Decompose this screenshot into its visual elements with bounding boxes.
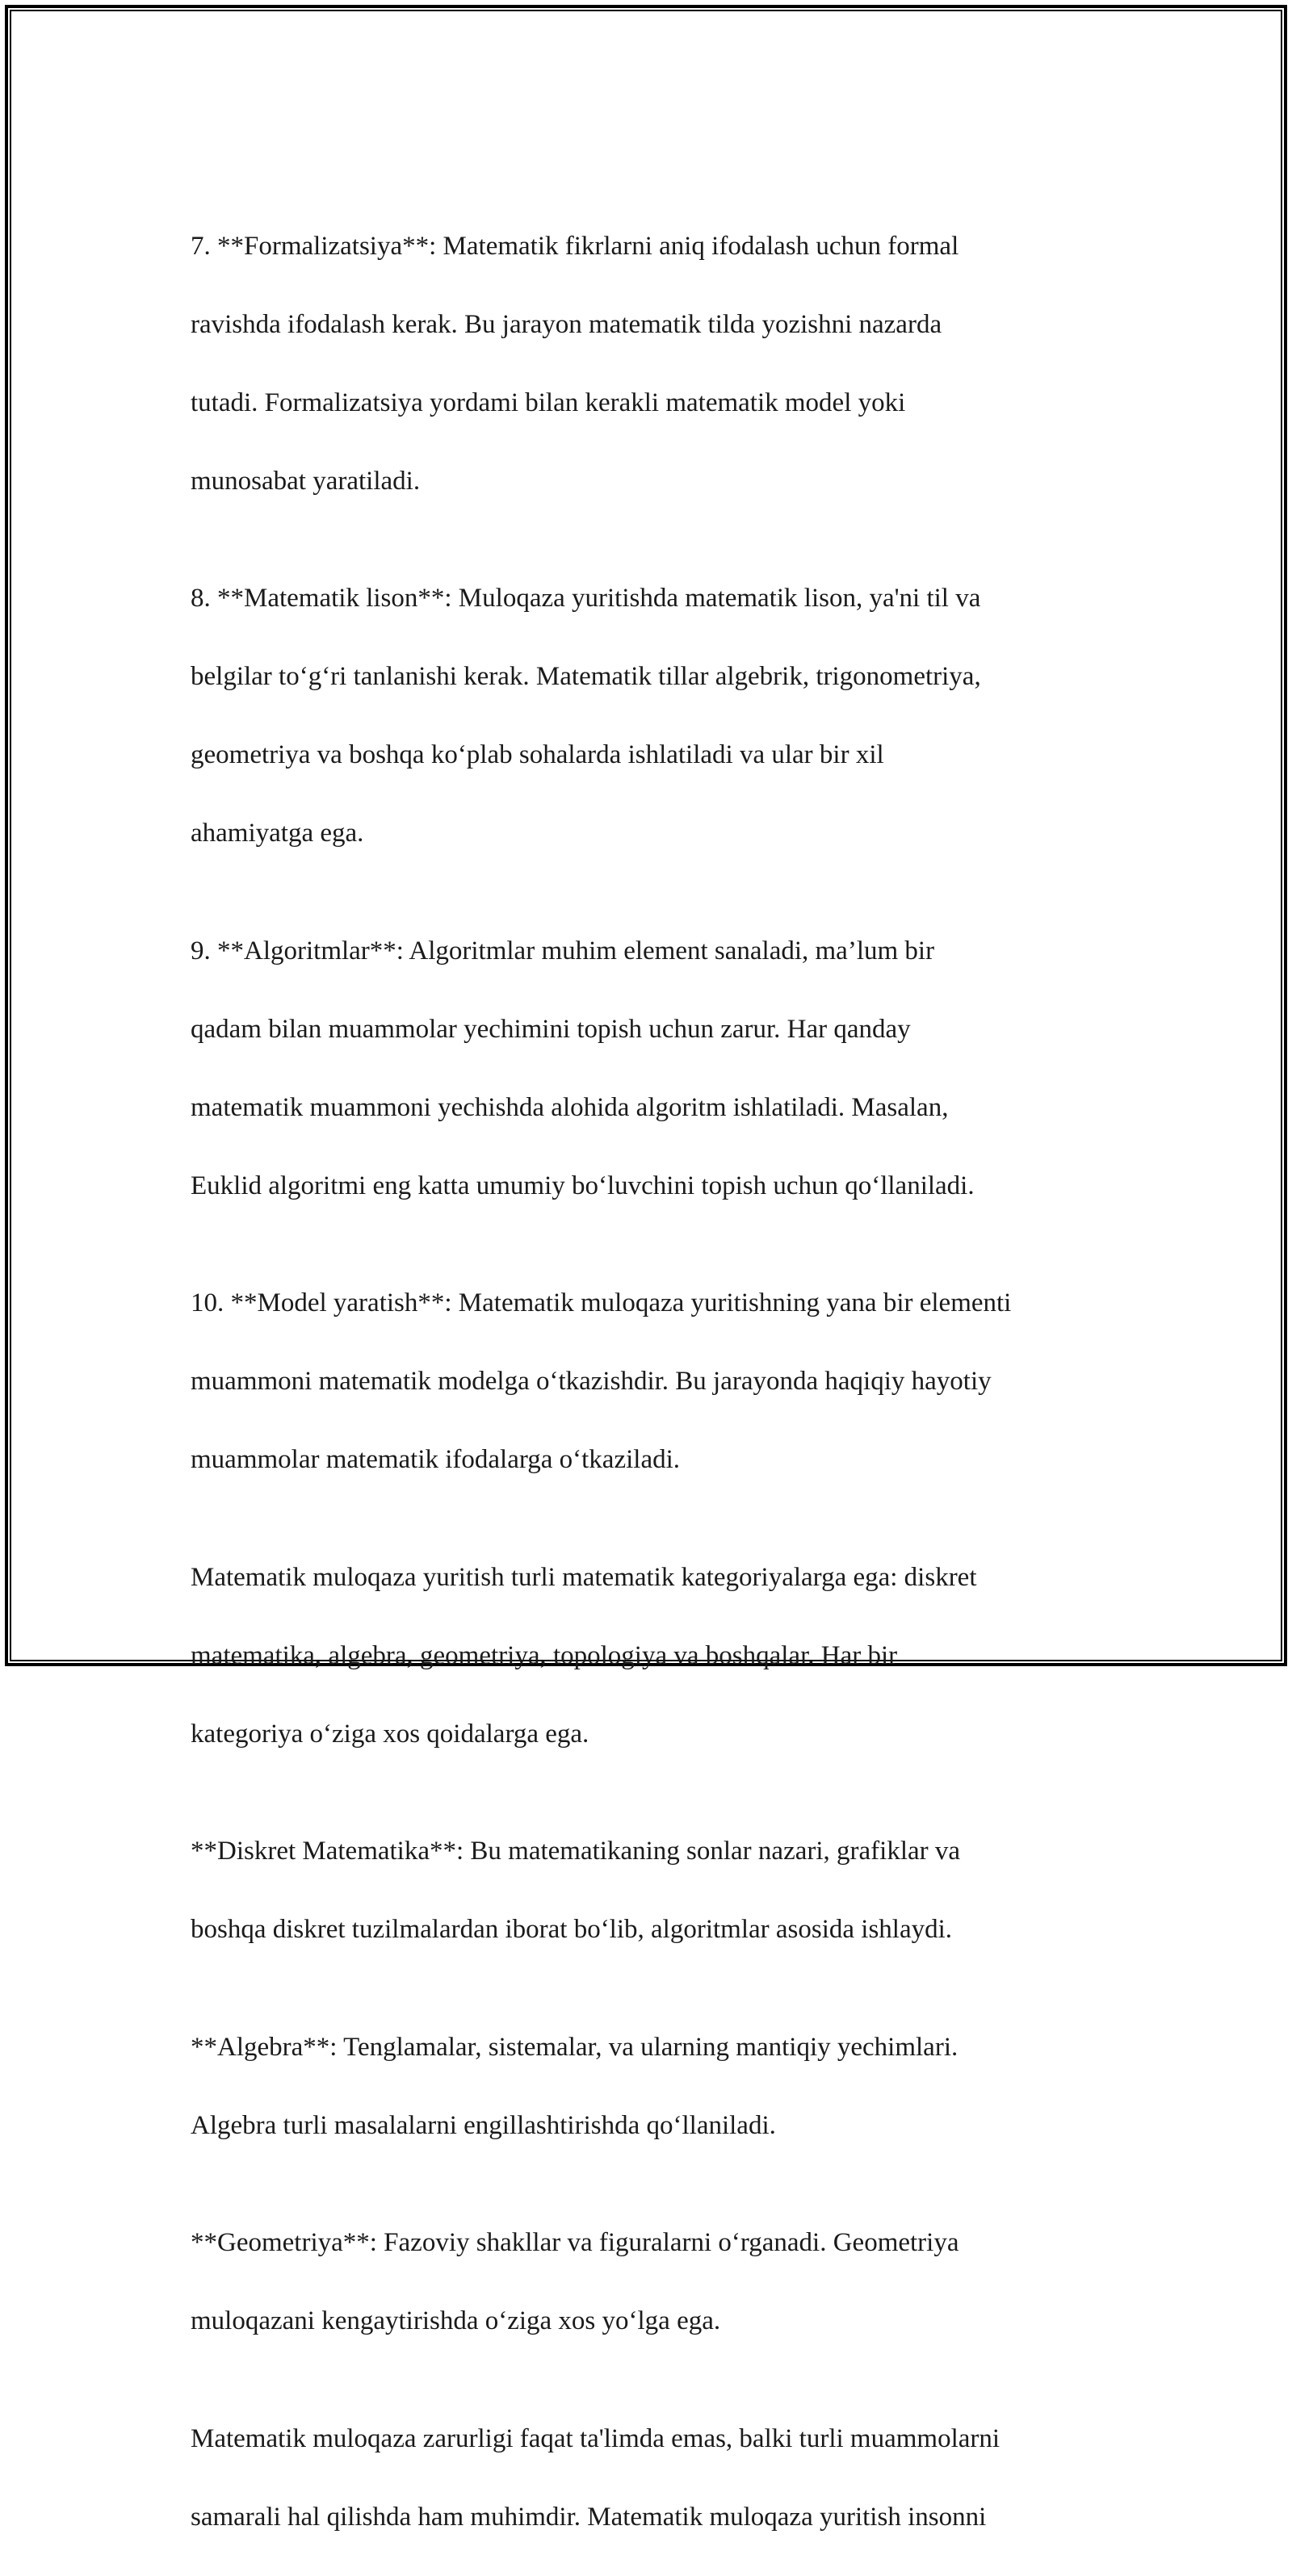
text-line: 8. **Matematik lison**: Muloqaza yuritishda matematik lison, ya'ni til va (191, 584, 981, 613)
text-line: tutadi. Formalizatsiya yordami bilan kerakli matematik model yoki (191, 387, 906, 417)
paragraph-model-yaratish (191, 1245, 1127, 1480)
paragraph-formalizatsiya (191, 187, 1127, 501)
paragraph-diskret-matematika (191, 1793, 1127, 1950)
text-line: matematika, algebra, geometriya, topologiya va boshqalar. Har bir (191, 1640, 898, 1670)
document-body (191, 187, 1127, 2576)
text-line: muammoni matematik modelga o‘tkazishdir. Bu jarayonda haqiqiy hayotiy (191, 1367, 992, 1396)
text-line: matematik muammoni yechishda alohida algoritm ishlatiladi. Masalan, (191, 1092, 949, 1122)
paragraph-geometriya (191, 2184, 1127, 2341)
paragraph-algebra (191, 1988, 1127, 2145)
text-line: ahamiyatga ega. (191, 819, 364, 848)
text-line: **Algebra**: Tenglamalar, sistemalar, va ularning mantiqiy yechimlari. (191, 2032, 959, 2062)
text-line: 10. **Model yaratish**: Matematik muloqaza yuritishning yana bir elementi (191, 1288, 1012, 1317)
text-line: 7. **Formalizatsiya**: Matematik fikrlarni aniq ifodalash uchun formal (191, 231, 959, 261)
paragraph-matematik-lison (191, 540, 1127, 853)
text-line: munosabat yaratiladi. (191, 466, 421, 496)
text-line: muloqazani kengaytirishda o‘ziga xos yo‘lga ega. (191, 2306, 721, 2335)
text-line: Matematik muloqaza yuritish turli matematik kategoriyalarga ega: diskret (191, 1562, 977, 1592)
text-line: geometriya va boshqa ko‘plab sohalarda ishlatiladi va ular bir xil (191, 740, 884, 769)
text-line: samarali hal qilishda ham muhimdir. Matematik muloqaza yuritish insonni (191, 2502, 987, 2532)
text-line: **Geometriya**: Fazoviy shakllar va figuralarni o‘rganadi. Geometriya (191, 2228, 959, 2257)
paragraph-kategoriyalar (191, 1518, 1127, 1753)
text-line: boshqa diskret tuzilmalardan iborat bo‘lib, algoritmlar asosida ishlaydi. (191, 1915, 953, 1944)
text-line: kategoriya o‘ziga xos qoidalarga ega. (191, 1719, 589, 1749)
paragraph-muloqaza-zarurligi (191, 2380, 1127, 2536)
text-line: qadam bilan muammolar yechimini topish uchun zarur. Har qanday (191, 1014, 911, 1044)
text-line: muammolar matematik ifodalarga o‘tkaziladi. (191, 1445, 681, 1474)
text-line: 9. **Algoritmlar**: Algoritmlar muhim element sanaladi, ma’lum bir (191, 936, 935, 965)
paragraph-algoritmlar (191, 892, 1127, 1205)
text-line: ravishda ifodalash kerak. Bu jarayon matematik tilda yozishni nazarda (191, 309, 942, 339)
text-line: belgilar to‘g‘ri tanlanishi kerak. Matematik tillar algebrik, trigonometriya, (191, 662, 981, 691)
text-line: Matematik muloqaza zarurligi faqat ta'limda emas, balki turli muammolarni (191, 2423, 1000, 2453)
text-line: **Diskret Matematika**: Bu matematikaning sonlar nazari, grafiklar va (191, 1837, 961, 1866)
text-line: Euklid algoritmi eng katta umumiy bo‘luvchini topish uchun qo‘llaniladi. (191, 1171, 975, 1200)
text-line: Algebra turli masalalarni engillashtirishda qo‘llaniladi. (191, 2110, 776, 2140)
